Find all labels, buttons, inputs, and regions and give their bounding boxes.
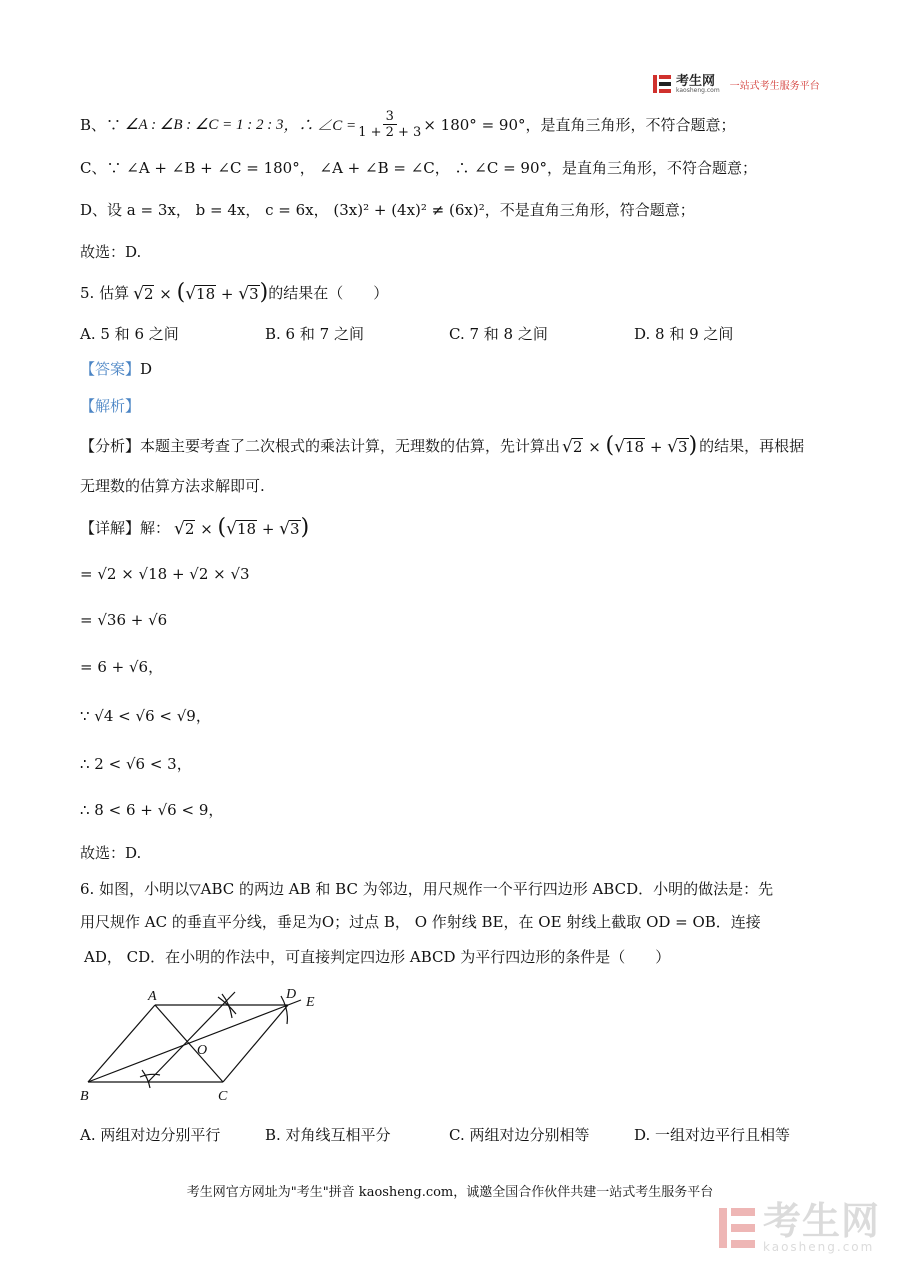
label-e: E xyxy=(306,995,315,1010)
q5-stem-prefix: 5. 估算 xyxy=(80,284,130,302)
logo-url: kaosheng.com xyxy=(676,86,720,94)
q5-option-d: D. 8 和 9 之间 xyxy=(634,325,734,343)
step-5: ∴ 2 < √6 < 3， xyxy=(80,755,192,773)
arc-mark-bottom-1 xyxy=(140,1074,160,1077)
fenxi-text-1: 本题主要考查了二次根式的乘法计算，无理数的估算，先计算出 xyxy=(140,437,561,455)
q5-option-a: A. 5 和 6 之间 xyxy=(80,325,179,343)
answer-value: D xyxy=(140,360,153,378)
header-logo xyxy=(652,73,820,95)
q4-choice: 故选：D. xyxy=(80,243,142,261)
watermark-text: 考生网 xyxy=(763,1199,881,1243)
label-o: O xyxy=(197,1043,208,1058)
segment-cd xyxy=(223,1005,288,1082)
logo-text: 考生网 xyxy=(676,73,716,89)
q5-option-b: B. 6 和 7 之间 xyxy=(265,325,364,343)
footer-text: 考生网官方网址为"考生"拼音 kaosheng.com，诚邀全国合作伙伴共建一站式考生服务平台 xyxy=(186,1185,714,1200)
fenxi-expression: √2 × (√18 + √3) xyxy=(562,433,698,458)
detail-expression: √2 × (√18 + √3) xyxy=(174,515,310,540)
q5-fenxi-line2: 无理数的估算方法求解即可. xyxy=(80,477,265,495)
watermark-url: kaosheng.com xyxy=(763,1240,875,1254)
fraction-denominator: 1 + 2 + 3 xyxy=(358,125,422,140)
watermark-logo-icon xyxy=(717,1206,757,1250)
q5-stem xyxy=(80,280,388,305)
arc-mark-top-2 xyxy=(222,994,232,1018)
q4-b-therefore: ，∴ ∠C = xyxy=(283,118,357,134)
fenxi-text-2: 的结果，再根据 xyxy=(699,437,805,455)
q5-answer xyxy=(80,358,152,379)
q5-choice: 故选：D. xyxy=(80,844,142,862)
q5-expression: √2 × (√18 + √3) xyxy=(133,280,269,305)
q6-line3: AD， CD．在小明的作法中，可直接判定四边形 ABCD 为平行四边形的条件是（ ） xyxy=(84,948,671,966)
step-1: = √2 × √18 + √2 × √3 xyxy=(80,565,250,583)
step-3: = 6 + √6， xyxy=(80,658,164,676)
q4-b-tail: × 180° = 90° xyxy=(423,115,526,134)
q4-option-b xyxy=(80,109,736,140)
header-slogan: 一站式考生服务平台 xyxy=(729,80,820,92)
q4-b-prefix: B、∵ xyxy=(80,116,122,134)
q4-b-ratio: ∠A : ∠B : ∠C = 1 : 2 : 3 xyxy=(125,117,284,133)
detail-tag: 【详解】 xyxy=(80,519,141,537)
q5-option-c: C. 7 和 8 之间 xyxy=(449,325,548,343)
label-a: A xyxy=(148,989,157,1004)
q4-option-d: D、设 a = 3x， b = 4x， c = 6x， (3x)² + (4x)² ≠ (6x)²，不是直角三角形，符合题意； xyxy=(80,201,695,219)
q4-b-conclusion: ，是直角三角形，不符合题意； xyxy=(525,116,736,134)
step-2: = √36 + √6 xyxy=(80,611,168,629)
analysis-tag: 【解析】 xyxy=(80,397,141,415)
answer-tag: 【答案】 xyxy=(80,360,141,378)
fenxi-tag: 【分析】 xyxy=(80,437,141,455)
q6-line1: 6. 如图，小明以▽ABC 的两边 AB 和 BC 为邻边，用尺规作一个平行四边形 ABCD．小明的做法是：先 xyxy=(80,880,774,898)
detail-start: 解： xyxy=(140,519,171,537)
q6-option-d: D. 一组对边平行且相等 xyxy=(634,1126,791,1144)
step-4: ∵ √4 < √6 < √9， xyxy=(80,707,211,725)
q6-option-a: A. 两组对边分别平行 xyxy=(80,1126,221,1144)
q4-b-fraction xyxy=(358,109,421,140)
q6-option-c: C. 两组对边分别相等 xyxy=(449,1126,590,1144)
q5-detail-line xyxy=(80,515,309,540)
step-6: ∴ 8 < 6 + √6 < 9， xyxy=(80,801,224,819)
watermark xyxy=(717,1199,881,1254)
q5-stem-suffix: 的结果在（ ） xyxy=(268,284,389,302)
ray-be xyxy=(88,1000,301,1082)
q5-fenxi-line1 xyxy=(80,433,804,458)
fraction-numerator: 3 xyxy=(383,109,397,125)
parallelogram-figure xyxy=(78,982,338,1107)
q4-option-c: C、∵ ∠A + ∠B + ∠C = 180°， ∠A + ∠B = ∠C， ∴ ∠C = 90°，是直角三角形，不符合题意； xyxy=(80,159,758,177)
label-d: D xyxy=(286,987,297,1002)
kaosheng-logo-icon xyxy=(652,74,672,94)
arc-mark-bottom-2 xyxy=(142,1070,150,1088)
label-c: C xyxy=(218,1089,228,1104)
segment-ab xyxy=(88,1005,155,1082)
label-b: B xyxy=(80,1089,89,1104)
q6-option-b: B. 对角线互相平分 xyxy=(265,1126,391,1144)
q6-line2: 用尺规作 AC 的垂直平分线，垂足为O；过点 B， O 作射线 BE，在 OE 射线上截取 OD = OB．连接 xyxy=(80,913,761,931)
